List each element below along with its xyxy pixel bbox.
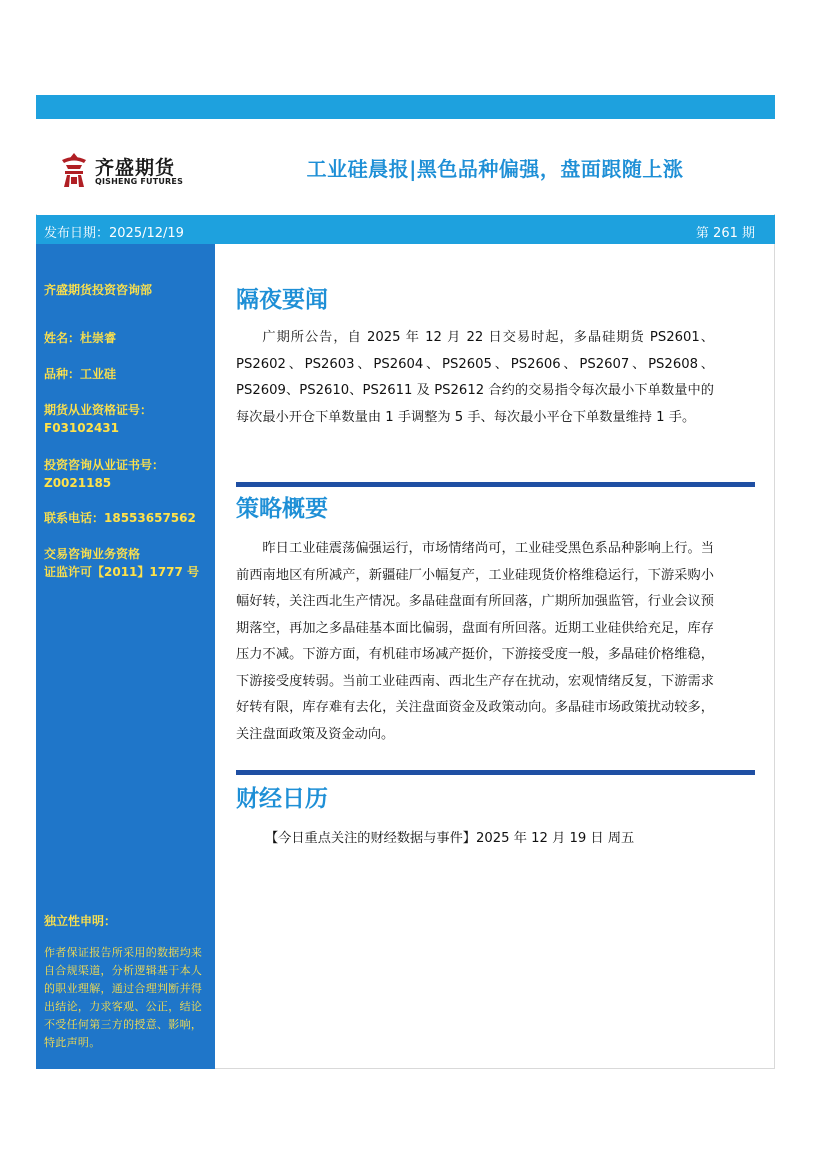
license-line-1: 交易咨询业务资格 [44, 547, 141, 561]
main-content [215, 244, 775, 1069]
strategy-summary-title: 策略概要 [236, 496, 328, 522]
license-line-2: 证监许可【2011】1777 号 [44, 565, 199, 579]
declaration-title: 独立性申明： [44, 914, 117, 928]
overnight-news-text: 广期所公告，自 2025 年 12 月 22 日交易时起，多晶硅期货 PS2601、PS2602、PS2603、PS2604、PS2605、PS2606、PS2607、PS2608、PS2609、PS2610、PS2611 及 PS2612 合约的交易指令每次最小下单数量中的每次最小开仓下单数量由 1 手调整为 5 手、每次最小平仓下单数量维持 1 手。 [236, 330, 714, 425]
logo-emblem-icon [56, 151, 92, 189]
section-divider [236, 482, 755, 487]
strategy-summary-text: 昨日工业硅震荡偏强运行，市场情绪尚可，工业硅受黑色系品种影响上行。当前西南地区有所减产，新疆硅厂小幅复产，工业硅现货价格维稳运行，下游采购小幅好转，关注西北生产情况。多晶硅盘面有所回落，广期所加强监管，行业会议预期落空，再加之多晶硅基本面比偏弱，盘面有所回落。近期工业硅供给充足，库存压力不减。下游方面，有机硅市场减产挺价，下游接受度一般，多晶硅价格维稳，下游接受度转弱。当前工业硅西南、西北生产存在扰动，宏观情绪反复，下游需求好转有限，库存难有去化，关注盘面资金及政策动向。多晶硅市场政策扰动较多，关注盘面政策及资金动向。 [236, 541, 714, 742]
report-title: 工业硅晨报|黑色品种偏强，盘面跟随上涨 [306, 157, 684, 181]
logo-name-en: QISHENG FUTURES [95, 177, 184, 186]
futures-cert-value: F03102431 [44, 421, 119, 435]
publish-date: 发布日期：2025/12/19 [44, 226, 184, 241]
overnight-news-title: 隔夜要闻 [236, 287, 328, 313]
company-logo [56, 151, 206, 191]
declaration-text: 作者保证报告所采用的数据均来自合规渠道，分析逻辑基于本人的职业理解，通过合理判断并得出结论，力求客观、公正，结论不受任何第三方的授意、影响，特此声明。 [44, 946, 203, 1049]
author-sidebar [36, 244, 215, 1069]
issue-number: 第 261 期 [695, 226, 755, 241]
section-divider [236, 770, 755, 775]
date-bar [36, 215, 775, 244]
top-color-bar [36, 95, 775, 119]
financial-calendar-text: 【今日重点关注的财经数据与事件】2025 年 12 月 19 日 周五 [265, 831, 635, 846]
advisory-cert-label: 投资咨询从业证书号： [44, 458, 165, 472]
logo-name-cn: 齐盛期货 [95, 157, 176, 179]
department-name: 齐盛期货投资咨询部 [44, 283, 153, 297]
advisory-cert-value: Z0021185 [44, 476, 112, 490]
author-name: 姓名：杜崇睿 [44, 331, 117, 345]
contact-phone: 联系电话：18553657562 [44, 511, 196, 525]
futures-cert-label: 期货从业资格证号： [44, 403, 153, 417]
financial-calendar-title: 财经日历 [236, 786, 328, 812]
variety: 品种：工业硅 [44, 367, 117, 381]
